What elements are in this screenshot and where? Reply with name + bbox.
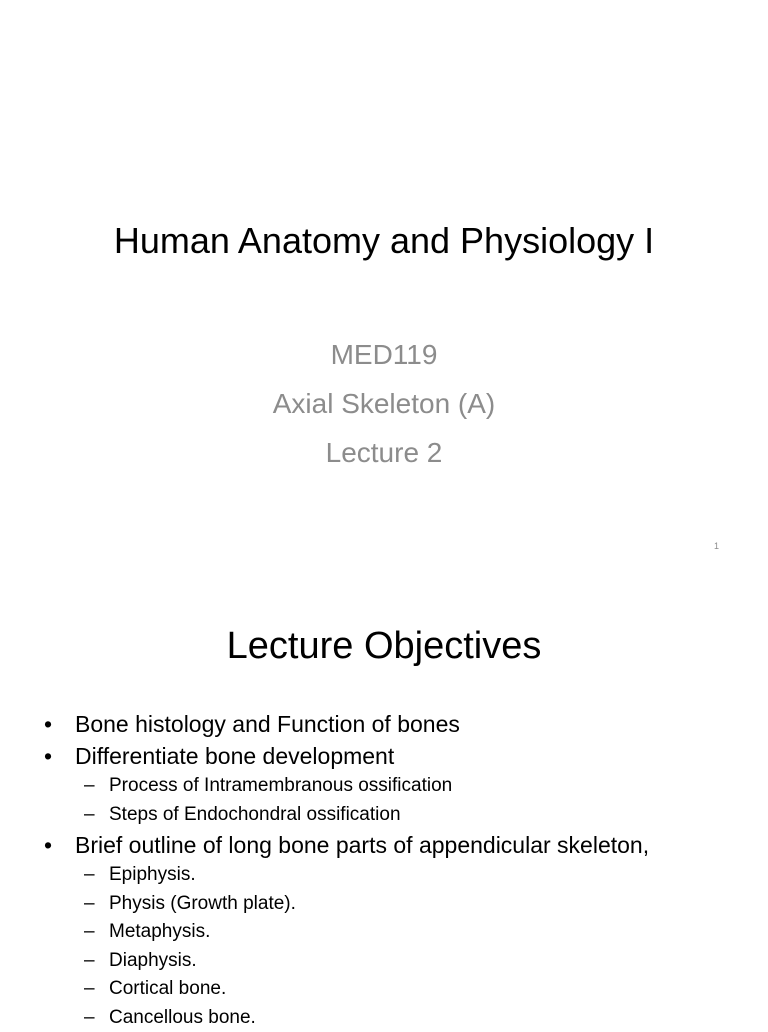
objective-sublist xyxy=(75,772,744,829)
slide-subtitle xyxy=(0,330,768,477)
objective-text: Brief outline of long bone parts of appendicular skeleton, xyxy=(75,832,649,858)
sub-objective-text: Steps of Endochondral ossification xyxy=(109,804,401,825)
sub-objective-item xyxy=(75,890,744,919)
objectives-heading: Lecture Objectives xyxy=(0,622,768,670)
sub-objective-text: Cancellous bone. xyxy=(109,1007,256,1028)
sub-objective-text: Diaphysis. xyxy=(109,950,197,971)
sub-objective-item xyxy=(75,947,744,976)
page-number: 1 xyxy=(714,541,719,551)
sub-objective-item xyxy=(75,1004,744,1032)
dash-marker: – xyxy=(84,890,95,919)
sub-objective-item xyxy=(75,861,744,890)
sub-objective-text: Epiphysis. xyxy=(109,864,196,885)
lecture-topic: Axial Skeleton (A) xyxy=(0,379,768,428)
dash-marker: – xyxy=(84,947,95,976)
sub-objective-text: Physis (Growth plate). xyxy=(109,893,296,914)
sub-objective-item xyxy=(75,772,744,801)
slide-title-heading: Human Anatomy and Physiology I xyxy=(0,218,768,264)
objective-text: Differentiate bone development xyxy=(75,743,394,769)
objective-item xyxy=(44,708,744,740)
sub-objective-item xyxy=(75,918,744,947)
sub-objective-item xyxy=(75,975,744,1004)
course-code: MED119 xyxy=(0,330,768,379)
objectives-list xyxy=(44,708,744,1032)
slide-objectives xyxy=(0,578,768,1024)
sub-objective-item xyxy=(75,801,744,830)
bullet-marker: • xyxy=(44,829,52,861)
dash-marker: – xyxy=(84,801,95,830)
dash-marker: – xyxy=(84,861,95,890)
sub-objective-text: Cortical bone. xyxy=(109,978,226,999)
bullet-marker: • xyxy=(44,708,52,740)
objective-sublist xyxy=(75,861,744,1032)
sub-objective-text: Metaphysis. xyxy=(109,921,210,942)
lecture-number: Lecture 2 xyxy=(0,428,768,477)
objective-item xyxy=(44,740,744,829)
objective-text: Bone histology and Function of bones xyxy=(75,711,460,737)
dash-marker: – xyxy=(84,918,95,947)
dash-marker: – xyxy=(84,772,95,801)
dash-marker: – xyxy=(84,975,95,1004)
objective-item xyxy=(44,829,744,1032)
sub-objective-text: Process of Intramembranous ossification xyxy=(109,775,452,796)
dash-marker: – xyxy=(84,1004,95,1032)
bullet-marker: • xyxy=(44,740,52,772)
